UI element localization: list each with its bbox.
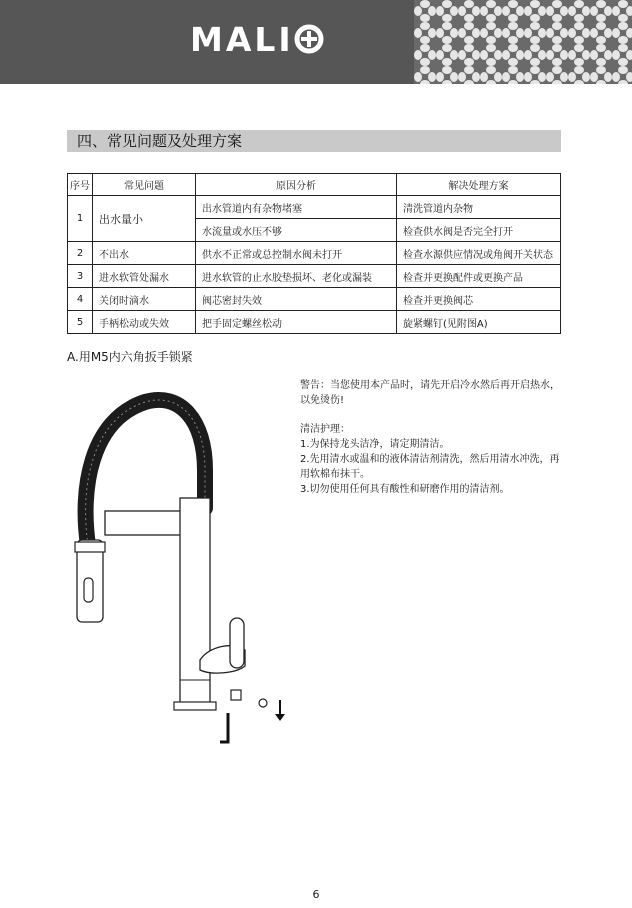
care-item: 3.切勿使用任何具有酸性和研磨作用的清洁剂。 bbox=[300, 484, 510, 495]
table-header-row bbox=[68, 174, 561, 196]
set-screw bbox=[231, 690, 241, 700]
figure-caption: A.用M5内六角扳手锁紧 bbox=[67, 350, 193, 364]
row-cause: 供水不正常或总控制水阀未打开 bbox=[196, 242, 397, 265]
row-num: 2 bbox=[68, 242, 93, 265]
header-num: 序号 bbox=[68, 174, 93, 196]
row-cause: 阀芯密封失效 bbox=[196, 288, 397, 311]
row-cause: 水流量或水压不够 bbox=[196, 219, 397, 242]
row-issue: 进水软管处漏水 bbox=[93, 265, 196, 288]
page-header bbox=[0, 0, 632, 84]
row-num: 1 bbox=[68, 196, 93, 242]
logo-text: MALI bbox=[190, 20, 294, 59]
row-solution: 检查供水阀是否完全打开 bbox=[397, 219, 561, 242]
logo-o-plus-icon bbox=[294, 24, 324, 54]
care-notes bbox=[300, 378, 562, 497]
row-cause: 出水管道内有杂物堵塞 bbox=[196, 196, 397, 219]
row-num: 5 bbox=[68, 311, 93, 334]
header-issue: 常见问题 bbox=[93, 174, 196, 196]
row-num: 4 bbox=[68, 288, 93, 311]
row-solution: 清洗管道内杂物 bbox=[397, 196, 561, 219]
row-issue: 出水量小 bbox=[93, 196, 196, 242]
row-issue: 手柄松动或失效 bbox=[93, 311, 196, 334]
page-number: 6 bbox=[312, 888, 320, 901]
row-solution: 旋紧螺钉(见附图A) bbox=[397, 311, 561, 334]
care-item: 2.先用清水或温和的液体清洁剂清洗，然后用清水冲洗，再用软棉布抹干。 bbox=[300, 454, 560, 480]
row-cause: 进水软管的止水胶垫损坏、老化或漏装 bbox=[196, 265, 397, 288]
faucet-illustration bbox=[60, 380, 300, 760]
care-item: 1.为保持龙头洁净，请定期清洁。 bbox=[300, 439, 450, 450]
hex-nut bbox=[259, 699, 267, 707]
header-cause: 原因分析 bbox=[196, 174, 397, 196]
row-issue: 不出水 bbox=[93, 242, 196, 265]
section-title: 四、常见问题及处理方案 bbox=[77, 132, 243, 150]
row-solution: 检查水源供应情况或角阀开关状态 bbox=[397, 242, 561, 265]
decorative-pattern bbox=[414, 0, 632, 84]
faucet-body bbox=[180, 498, 210, 706]
row-solution: 检查并更换配件或更换产品 bbox=[397, 265, 561, 288]
troubleshooting-table bbox=[67, 173, 561, 334]
table-row bbox=[68, 242, 561, 265]
table-row bbox=[68, 288, 561, 311]
row-cause: 把手固定螺丝松动 bbox=[196, 311, 397, 334]
brand-logo bbox=[190, 20, 324, 60]
down-arrow-icon bbox=[275, 714, 285, 721]
hex-key bbox=[220, 713, 228, 742]
section-title-bar bbox=[67, 130, 561, 152]
row-num: 3 bbox=[68, 265, 93, 288]
warning-text: 警告：当您使用本产品时，请先开启冷水然后再开启热水，以免烫伤! bbox=[300, 380, 560, 406]
table-row bbox=[68, 196, 561, 219]
row-issue: 关闭时滴水 bbox=[93, 288, 196, 311]
table-row bbox=[68, 265, 561, 288]
row-solution: 检查并更换阀芯 bbox=[397, 288, 561, 311]
header-solution: 解决处理方案 bbox=[397, 174, 561, 196]
care-title: 清洁护理： bbox=[300, 424, 350, 435]
table-row bbox=[68, 311, 561, 334]
